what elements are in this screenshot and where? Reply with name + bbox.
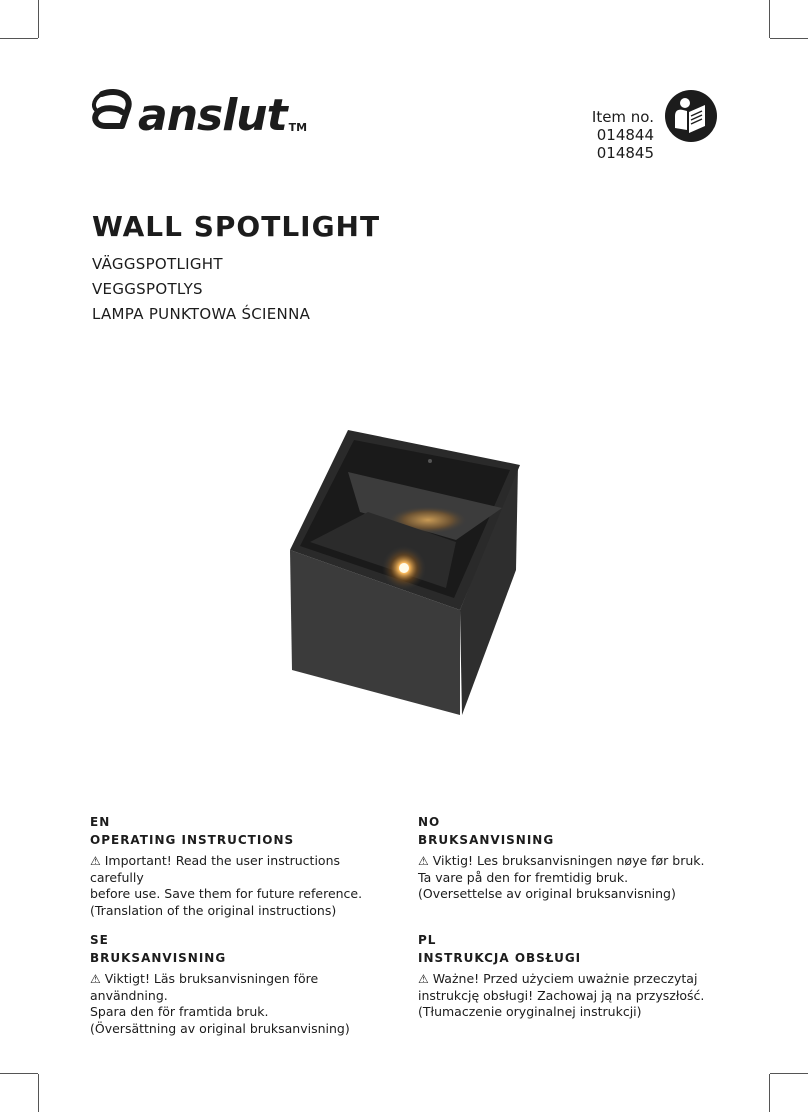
section-lang: EN	[90, 815, 111, 829]
body-line: Viktig! Les bruksanvisningen nøye før bruk.	[432, 853, 705, 868]
section-pl	[418, 931, 718, 1021]
read-manual-icon	[665, 90, 717, 142]
section-heading: BRUKSANVISNING	[90, 951, 227, 965]
body-line: Viktigt! Läs bruksanvisningen före användning.	[90, 971, 319, 1003]
body-line: (Översättning av original bruksanvisning)	[90, 1020, 350, 1036]
product-subtitle: VEGGSPOTLYS	[92, 280, 203, 298]
section-body	[90, 971, 390, 1037]
product-subtitle: VÄGGSPOTLIGHT	[92, 255, 223, 273]
body-line: instrukcję obsługi! Zachowaj ją na przyszłość.	[418, 987, 705, 1003]
section-no	[418, 813, 718, 903]
section-en	[90, 813, 390, 919]
crop-mark	[770, 1073, 808, 1074]
body-line: Ważne! Przed użyciem uważnie przeczytaj	[432, 971, 698, 986]
brand-logo	[88, 86, 308, 141]
item-number-block	[592, 108, 654, 162]
body-line: (Oversettelse av original bruksanvisning)	[418, 886, 676, 901]
section-lang: SE	[90, 933, 109, 947]
crop-mark	[0, 1073, 38, 1074]
warning-triangle-icon: ⚠	[418, 854, 429, 868]
warning-triangle-icon: ⚠	[90, 972, 101, 986]
crop-mark	[0, 38, 38, 39]
crop-mark	[769, 1074, 770, 1112]
brand-name: anslut	[138, 90, 287, 141]
product-title: WALL SPOTLIGHT	[92, 210, 381, 243]
section-se	[90, 931, 390, 1037]
product-subtitle: LAMPA PUNKTOWA ŚCIENNA	[92, 305, 311, 323]
section-lang: PL	[418, 933, 437, 947]
warning-triangle-icon: ⚠	[418, 972, 429, 986]
item-number: 014844	[596, 126, 654, 144]
crop-mark	[770, 38, 808, 39]
body-line: Ta vare på den for fremtidig bruk.	[418, 869, 629, 885]
section-heading: BRUKSANVISNING	[418, 833, 555, 847]
anslut-logo-mark	[88, 86, 136, 138]
brand-trademark: TM	[288, 121, 308, 134]
section-body	[90, 853, 390, 919]
body-line: Important! Read the user instructions carefully	[90, 853, 341, 885]
section-heading: INSTRUKCJA OBSŁUGI	[418, 951, 582, 965]
crop-mark	[38, 0, 39, 38]
item-number: 014845	[596, 144, 654, 162]
section-heading: OPERATING INSTRUCTIONS	[90, 833, 295, 847]
warning-triangle-icon: ⚠	[90, 854, 101, 868]
body-line: before use. Save them for future reference.	[90, 886, 363, 901]
item-label: Item no.	[591, 108, 654, 126]
section-lang: NO	[418, 815, 441, 829]
crop-mark	[769, 0, 770, 38]
section-body	[418, 971, 718, 1021]
product-image	[270, 420, 540, 730]
body-line: (Tłumaczenie oryginalnej instrukcji)	[418, 1004, 642, 1019]
section-body	[418, 853, 718, 903]
body-line: (Translation of the original instructions)	[90, 902, 337, 918]
body-line: Spara den för framtida bruk.	[90, 1004, 269, 1019]
crop-mark	[38, 1074, 39, 1112]
